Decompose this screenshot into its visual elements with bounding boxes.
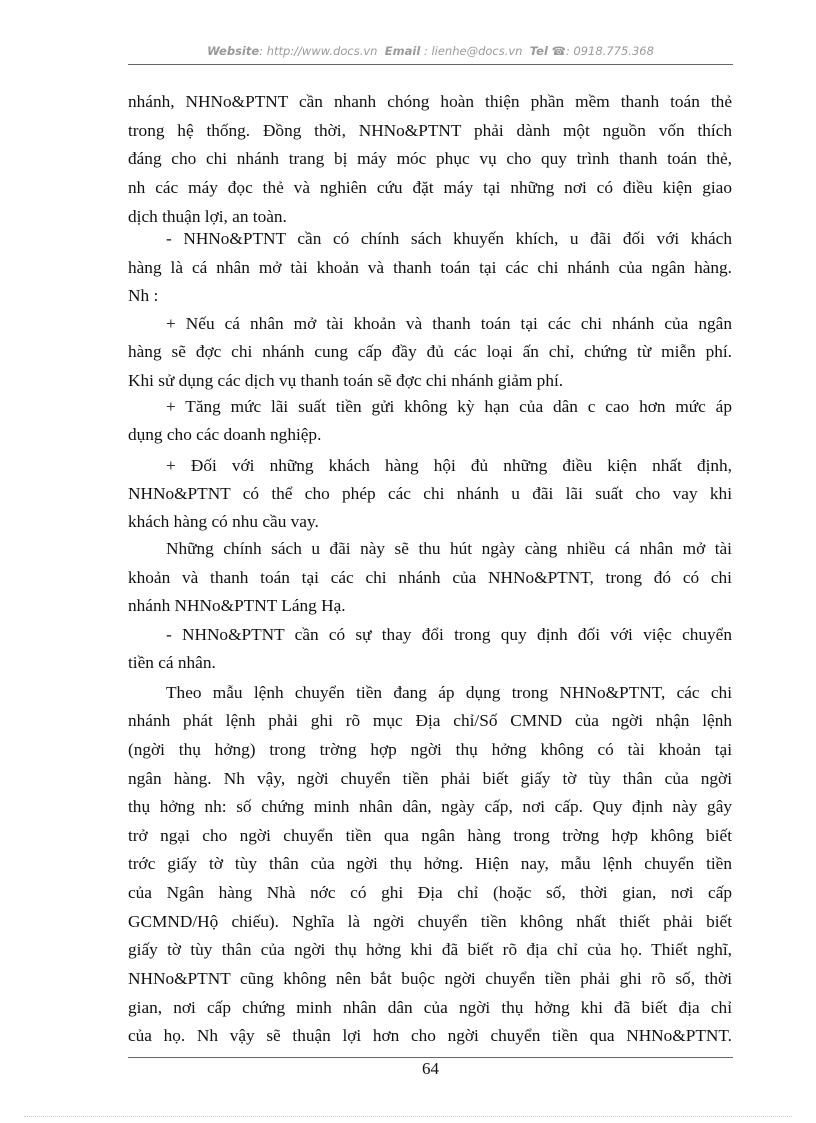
- paragraph-line: - NHNo&PTNT cần có chính sách khuyến khích, u đãi đối với khách: [166, 229, 732, 248]
- paragraph-line: nhánh, NHNo&PTNT cần nhanh chóng hoàn thiện phần mềm thanh toán thẻ: [128, 92, 732, 111]
- paragraph-line: khoản và thanh toán tại các chi nhánh của NHNo&PTNT, trong đó có chi: [128, 568, 732, 587]
- paragraph-line: gian, nơi cấp chứng minh nhân dân của ngời thụ hởng khi đã biết địa chỉ: [128, 998, 732, 1017]
- paragraph-line: khách hàng có nhu cầu vay.: [128, 512, 319, 531]
- phone-icon: ☎: [551, 44, 566, 58]
- page-border: [24, 1116, 792, 1117]
- paragraph-line: (ngời thụ hởng) trong trờng hợp ngời thụ hởng không có tài khoản tại: [128, 740, 732, 759]
- paragraph-line: nhánh phát lệnh phải ghi rõ mục Địa chỉ/Số CMND của ngời nhận lệnh: [128, 711, 732, 730]
- paragraph-line: NHNo&PTNT cũng không nên bắt buộc ngời chuyển tiền phải ghi rõ số, thời: [128, 969, 732, 988]
- paragraph-line: dụng cho các doanh nghiệp.: [128, 425, 322, 444]
- tel-value: : 0918.775.368: [565, 44, 654, 58]
- paragraph-line: ngân hàng. Nh vậy, ngời chuyển tiền phải biết giấy tờ tùy thân của ngời: [128, 769, 732, 788]
- email-value: : lienhe@docs.vn: [423, 44, 523, 58]
- paragraph-line: hàng là cá nhân mở tài khoản và thanh toán tại các chi nhánh của ngân hàng.: [128, 258, 732, 277]
- paragraph-line: dịch thuận lợi, an toàn.: [128, 207, 287, 226]
- paragraph-line: Theo mẫu lệnh chuyển tiền đang áp dụng trong NHNo&PTNT, các chi: [166, 683, 732, 702]
- footer-rule: [128, 1057, 733, 1058]
- website-label: Website: [207, 44, 260, 58]
- header-rule: [128, 64, 733, 65]
- paragraph-line: thụ hởng nh: số chứng minh nhân dân, ngày cấp, nơi cấp. Quy định này gây: [128, 797, 732, 816]
- paragraph-line: - NHNo&PTNT cần có sự thay đổi trong quy định đối với việc chuyển: [166, 625, 732, 644]
- paragraph-line: Khi sử dụng các dịch vụ thanh toán sẽ đợc chi nhánh giảm phí.: [128, 371, 564, 390]
- paragraph-line: trở ngại cho ngời chuyển tiền qua ngân hàng trong trờng hợp không biết: [128, 826, 732, 845]
- paragraph-line: nh các máy đọc thẻ và nghiên cứu đặt máy tại những nơi có điều kiện giao: [128, 178, 732, 197]
- paragraph-line: trớc giấy tờ tùy thân của ngời thụ hởng. Hiện nay, mẫu lệnh chuyển tiền: [128, 854, 732, 873]
- paragraph-line: giấy tờ tùy thân của ngời thụ hởng khi đã biết rõ địa chỉ của họ. Thiết nghĩ,: [128, 940, 732, 959]
- email-label: Email: [384, 44, 421, 58]
- paragraph-line: của Ngân hàng Nhà nớc có ghi Địa chỉ (hoặc số, thời gian, nơi cấp: [128, 883, 732, 902]
- page-header: [128, 44, 733, 58]
- paragraph-line: tiền cá nhân.: [128, 653, 216, 672]
- tel-label: Tel: [529, 44, 548, 58]
- page-number: 64: [422, 1059, 439, 1078]
- paragraph-line: nhánh NHNo&PTNT Láng Hạ.: [128, 596, 346, 615]
- paragraph-line: GCMND/Hộ chiếu). Nghĩa là ngời chuyển tiền không nhất thiết phải biết: [128, 912, 732, 931]
- paragraph-line: trong hệ thống. Đồng thời, NHNo&PTNT phải dành một nguồn vốn thích: [128, 121, 732, 140]
- website-value: : http://www.docs.vn: [259, 44, 378, 58]
- paragraph-line: NHNo&PTNT có thể cho phép các chi nhánh u đãi lãi suất cho vay khi: [128, 484, 732, 503]
- paragraph-line: + Nếu cá nhân mở tài khoản và thanh toán tại các chi nhánh của ngân: [166, 314, 732, 333]
- paragraph-line: của họ. Nh vậy sẽ thuận lợi hơn cho ngời chuyển tiền qua NHNo&PTNT.: [128, 1026, 732, 1045]
- paragraph-line: Nh :: [128, 286, 159, 305]
- paragraph-line: Những chính sách u đãi này sẽ thu hút ngày càng nhiều cá nhân mở tài: [166, 539, 732, 558]
- paragraph-line: hàng sẽ đợc chi nhánh cung cấp đầy đủ các loại ấn chỉ, chứng từ miễn phí.: [128, 342, 732, 361]
- paragraph-line: đáng cho chi nhánh trang bị máy móc phục vụ cho quy trình thanh toán thẻ,: [128, 149, 732, 168]
- paragraph-line: + Đối với những khách hàng hội đủ những điều kiện nhất định,: [166, 456, 732, 475]
- paragraph-line: + Tăng mức lãi suất tiền gửi không kỳ hạn của dân c cao hơn mức áp: [166, 397, 732, 416]
